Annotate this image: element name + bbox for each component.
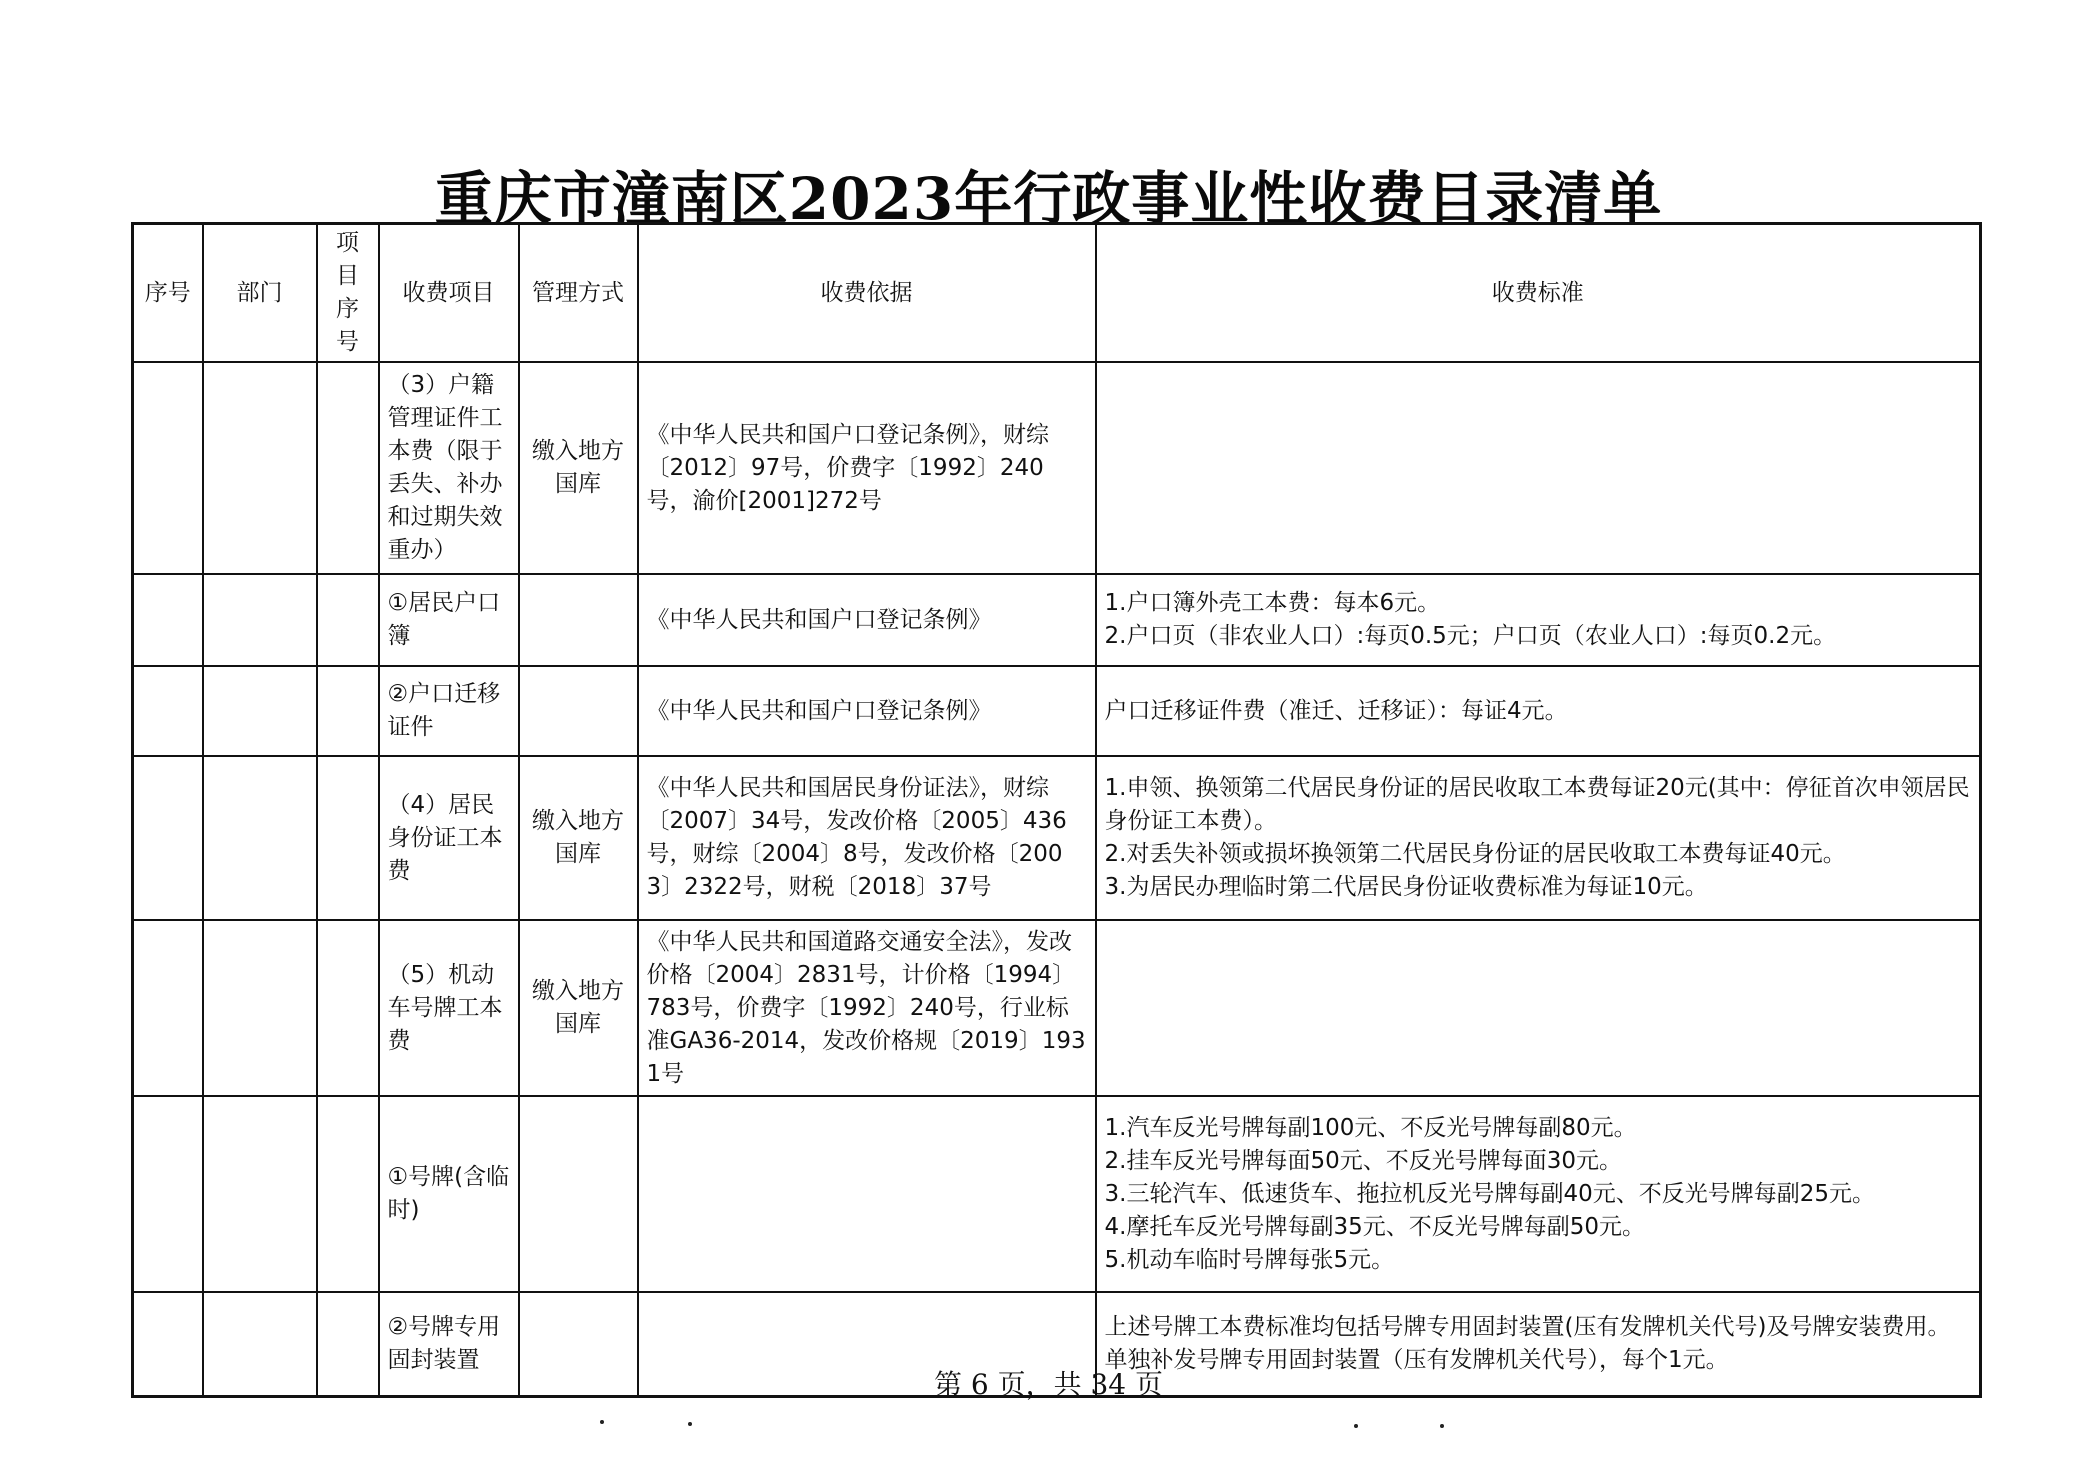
cell-dept [203, 574, 317, 666]
cell-item-seq [317, 574, 379, 666]
table-header-row [133, 224, 1981, 363]
cell-item-seq [317, 920, 379, 1096]
cell-basis: 《中华人民共和国道路交通安全法》，发改价格〔2004〕2831号，计价格〔1994〕783号，价费字〔1992〕240号，行业标准GA36-2014，发改价格规〔2019〕1931号 [638, 920, 1096, 1096]
cell-mgmt: 缴入地方国库 [519, 362, 638, 574]
header-item-seq: 项目序号 [317, 224, 379, 363]
cell-seq [133, 756, 203, 920]
cell-dept [203, 756, 317, 920]
cell-basis: 《中华人民共和国户口登记条例》 [638, 666, 1096, 756]
cell-dept [203, 920, 317, 1096]
cell-item: （4）居民身份证工本费 [379, 756, 519, 920]
cell-mgmt: 缴入地方国库 [519, 920, 638, 1096]
cell-basis [638, 1096, 1096, 1292]
table-row [133, 756, 1981, 920]
page-title: 重庆市潼南区2023年行政事业性收费目录清单 [434, 165, 1663, 233]
cell-item-seq [317, 362, 379, 574]
cell-basis: 《中华人民共和国户口登记条例》，财综〔2012〕97号，价费字〔1992〕240号，渝价[2001]272号 [638, 362, 1096, 574]
standard-line: 1.汽车反光号牌每副100元、不反光号牌每副80元。 [1104, 1114, 1637, 1141]
scan-speck [1354, 1424, 1358, 1428]
table-row [133, 1096, 1981, 1292]
table-row [133, 666, 1981, 756]
cell-dept [203, 666, 317, 756]
scan-speck [1440, 1424, 1444, 1428]
cell-standard [1096, 920, 1981, 1096]
standard-line: 3.三轮汽车、低速货车、拖拉机反光号牌每副40元、不反光号牌每副25元。 [1104, 1180, 1875, 1207]
header-seq: 序号 [133, 224, 203, 363]
standard-line: 5.机动车临时号牌每张5元。 [1104, 1246, 1395, 1273]
cell-basis: 《中华人民共和国户口登记条例》 [638, 574, 1096, 666]
cell-item: ①号牌(含临时) [379, 1096, 519, 1292]
cell-mgmt [519, 666, 638, 756]
cell-dept [203, 1096, 317, 1292]
cell-item: （3）户籍管理证件工本费（限于丢失、补办和过期失效重办） [379, 362, 519, 574]
cell-seq [133, 574, 203, 666]
header-mgmt: 管理方式 [519, 224, 638, 363]
header-standard: 收费标准 [1096, 224, 1981, 363]
header-item: 收费项目 [379, 224, 519, 363]
cell-standard [1096, 362, 1981, 574]
standard-line: 1.申领、换领第二代居民身份证的居民收取工本费每证20元(其中：停征首次申领居民身份证工本费）。 [1104, 775, 1970, 834]
cell-standard [1096, 574, 1981, 666]
cell-basis: 《中华人民共和国居民身份证法》，财综〔2007〕34号，发改价格〔2005〕436号，财综〔2004〕8号，发改价格〔2003〕2322号，财税〔2018〕37号 [638, 756, 1096, 920]
cell-mgmt: 缴入地方国库 [519, 756, 638, 920]
cell-mgmt [519, 574, 638, 666]
cell-item-seq [317, 666, 379, 756]
standard-line: 2.户口页（非农业人口）:每页0.5元；户口页（农业人口）:每页0.2元。 [1104, 623, 1837, 649]
header-basis: 收费依据 [638, 224, 1096, 363]
table-row [133, 574, 1981, 666]
standard-line: 4.摩托车反光号牌每副35元、不反光号牌每副50元。 [1104, 1213, 1645, 1240]
cell-seq [133, 666, 203, 756]
fee-table [131, 222, 1982, 1398]
cell-standard [1096, 756, 1981, 920]
standard-line: 上述号牌工本费标准均包括号牌专用固封装置(压有发牌机关代号)及号牌安装费用。单独补发号牌专用固封装置（压有发牌机关代号），每个1元。 [1104, 1313, 1951, 1373]
standard-line: 2.对丢失补领或损坏换领第二代居民身份证的居民收取工本费每证40元。 [1104, 841, 1846, 867]
cell-seq [133, 362, 203, 574]
cell-item-seq [317, 1096, 379, 1292]
cell-dept [203, 362, 317, 574]
table-row [133, 362, 1981, 574]
header-dept: 部门 [203, 224, 317, 363]
standard-line: 2.挂车反光号牌每面50元、不反光号牌每面30元。 [1104, 1147, 1622, 1174]
cell-mgmt [519, 1096, 638, 1292]
table-row [133, 920, 1981, 1096]
cell-standard [1096, 1096, 1981, 1292]
cell-item: ①居民户口簿 [379, 574, 519, 666]
cell-item: （5）机动车号牌工本费 [379, 920, 519, 1096]
cell-seq [133, 1096, 203, 1292]
standard-line: 1.户口簿外壳工本费：每本6元。 [1104, 590, 1441, 616]
cell-item-seq [317, 756, 379, 920]
cell-seq [133, 920, 203, 1096]
standard-line: 3.为居民办理临时第二代居民身份证收费标准为每证10元。 [1104, 874, 1708, 900]
cell-item: ②号牌专用固封装置 [379, 1292, 519, 1396]
cell-standard [1096, 666, 1981, 756]
page-footer: 第 6 页，共 34 页 [933, 1368, 1164, 1401]
cell-item: ②户口迁移证件 [379, 666, 519, 756]
scan-speck [600, 1420, 604, 1424]
scan-speck [688, 1422, 692, 1426]
standard-line: 户口迁移证件费（准迁、迁移证）：每证4元。 [1104, 697, 1568, 724]
